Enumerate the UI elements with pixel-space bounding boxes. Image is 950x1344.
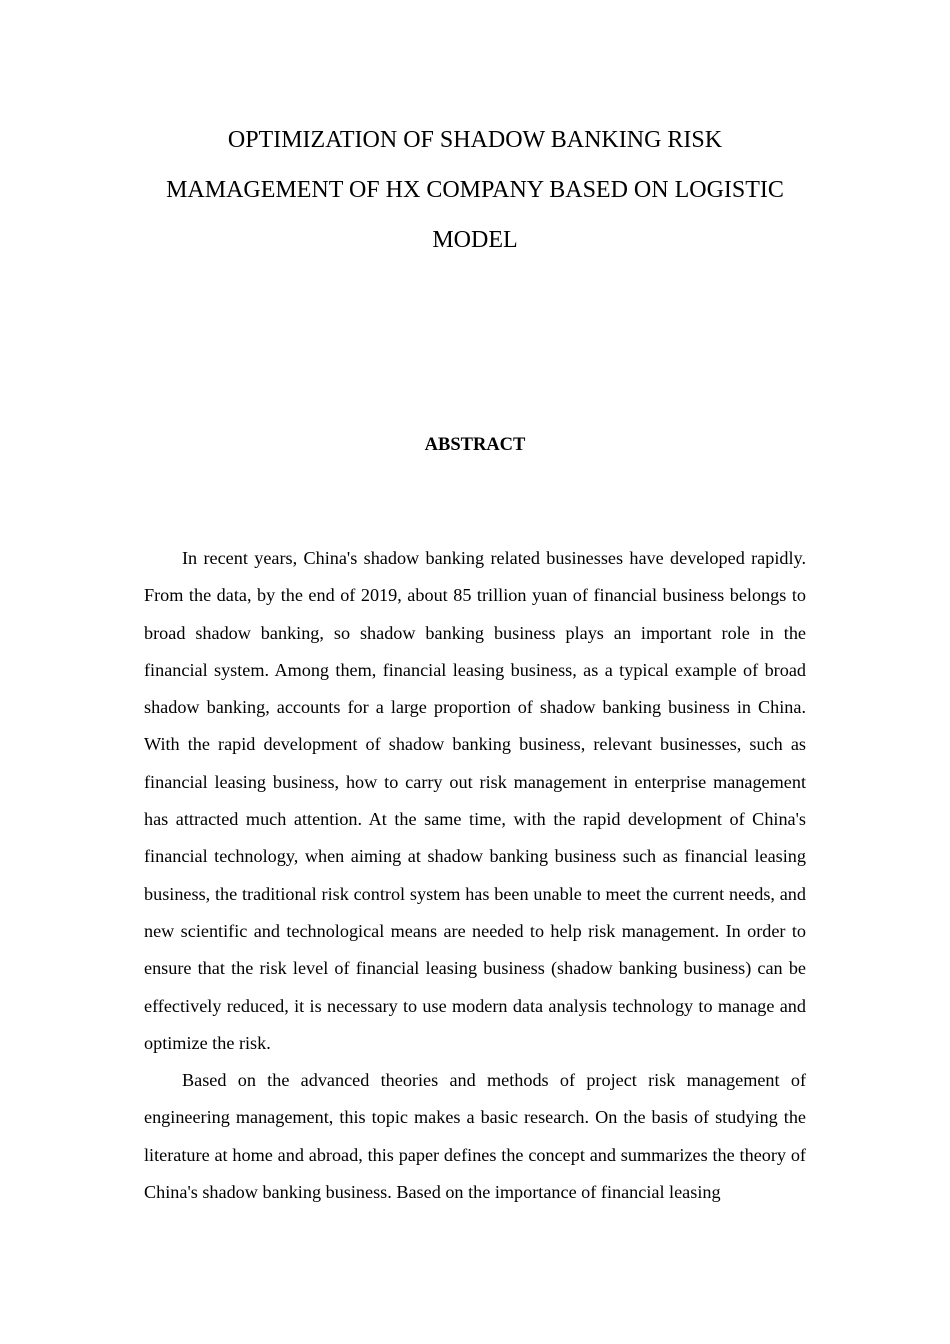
title-line-1: OPTIMIZATION OF SHADOW BANKING RISK — [227, 127, 723, 153]
abstract-paragraph-2: Based on the advanced theories and methods of project risk management of engineering management, this topic makes a basic research. On the basis of studying the literature at home and abroad, this paper defines the concept and summarizes the theory of China's shadow banking business. Based on the importance of financial leasing — [144, 1070, 806, 1203]
paper-title — [100, 115, 850, 265]
abstract-body — [144, 540, 806, 1211]
title-line-2: MAMAGEMENT OF HX COMPANY BASED ON LOGISTIC — [166, 177, 784, 203]
abstract-paragraph-1: In recent years, China's shadow banking related businesses have developed rapidly. From the data, by the end of 2019, about 85 trillion yuan of financial business belongs to broad shadow banking, so shadow banking business plays an important role in the financial system. Among them, financial leasing business, as a typical example of broad shadow banking, accounts for a large proportion of shadow banking business in China. With the rapid development of shadow banking business, relevant businesses, such as financial leasing business, how to carry out risk management in enterprise management has attracted much attention. At the same time, with the rapid development of China's financial technology, when aiming at shadow banking business such as financial leasing business, the traditional risk control system has been unable to meet the current needs, and new scientific and technological means are needed to help risk management. In order to ensure that the risk level of financial leasing business (shadow banking business) can be effectively reduced, it is necessary to use modern data analysis technology to manage and optimize the risk. — [144, 548, 806, 1053]
title-line-3: MODEL — [432, 227, 518, 253]
abstract-heading: ABSTRACT — [424, 435, 526, 455]
